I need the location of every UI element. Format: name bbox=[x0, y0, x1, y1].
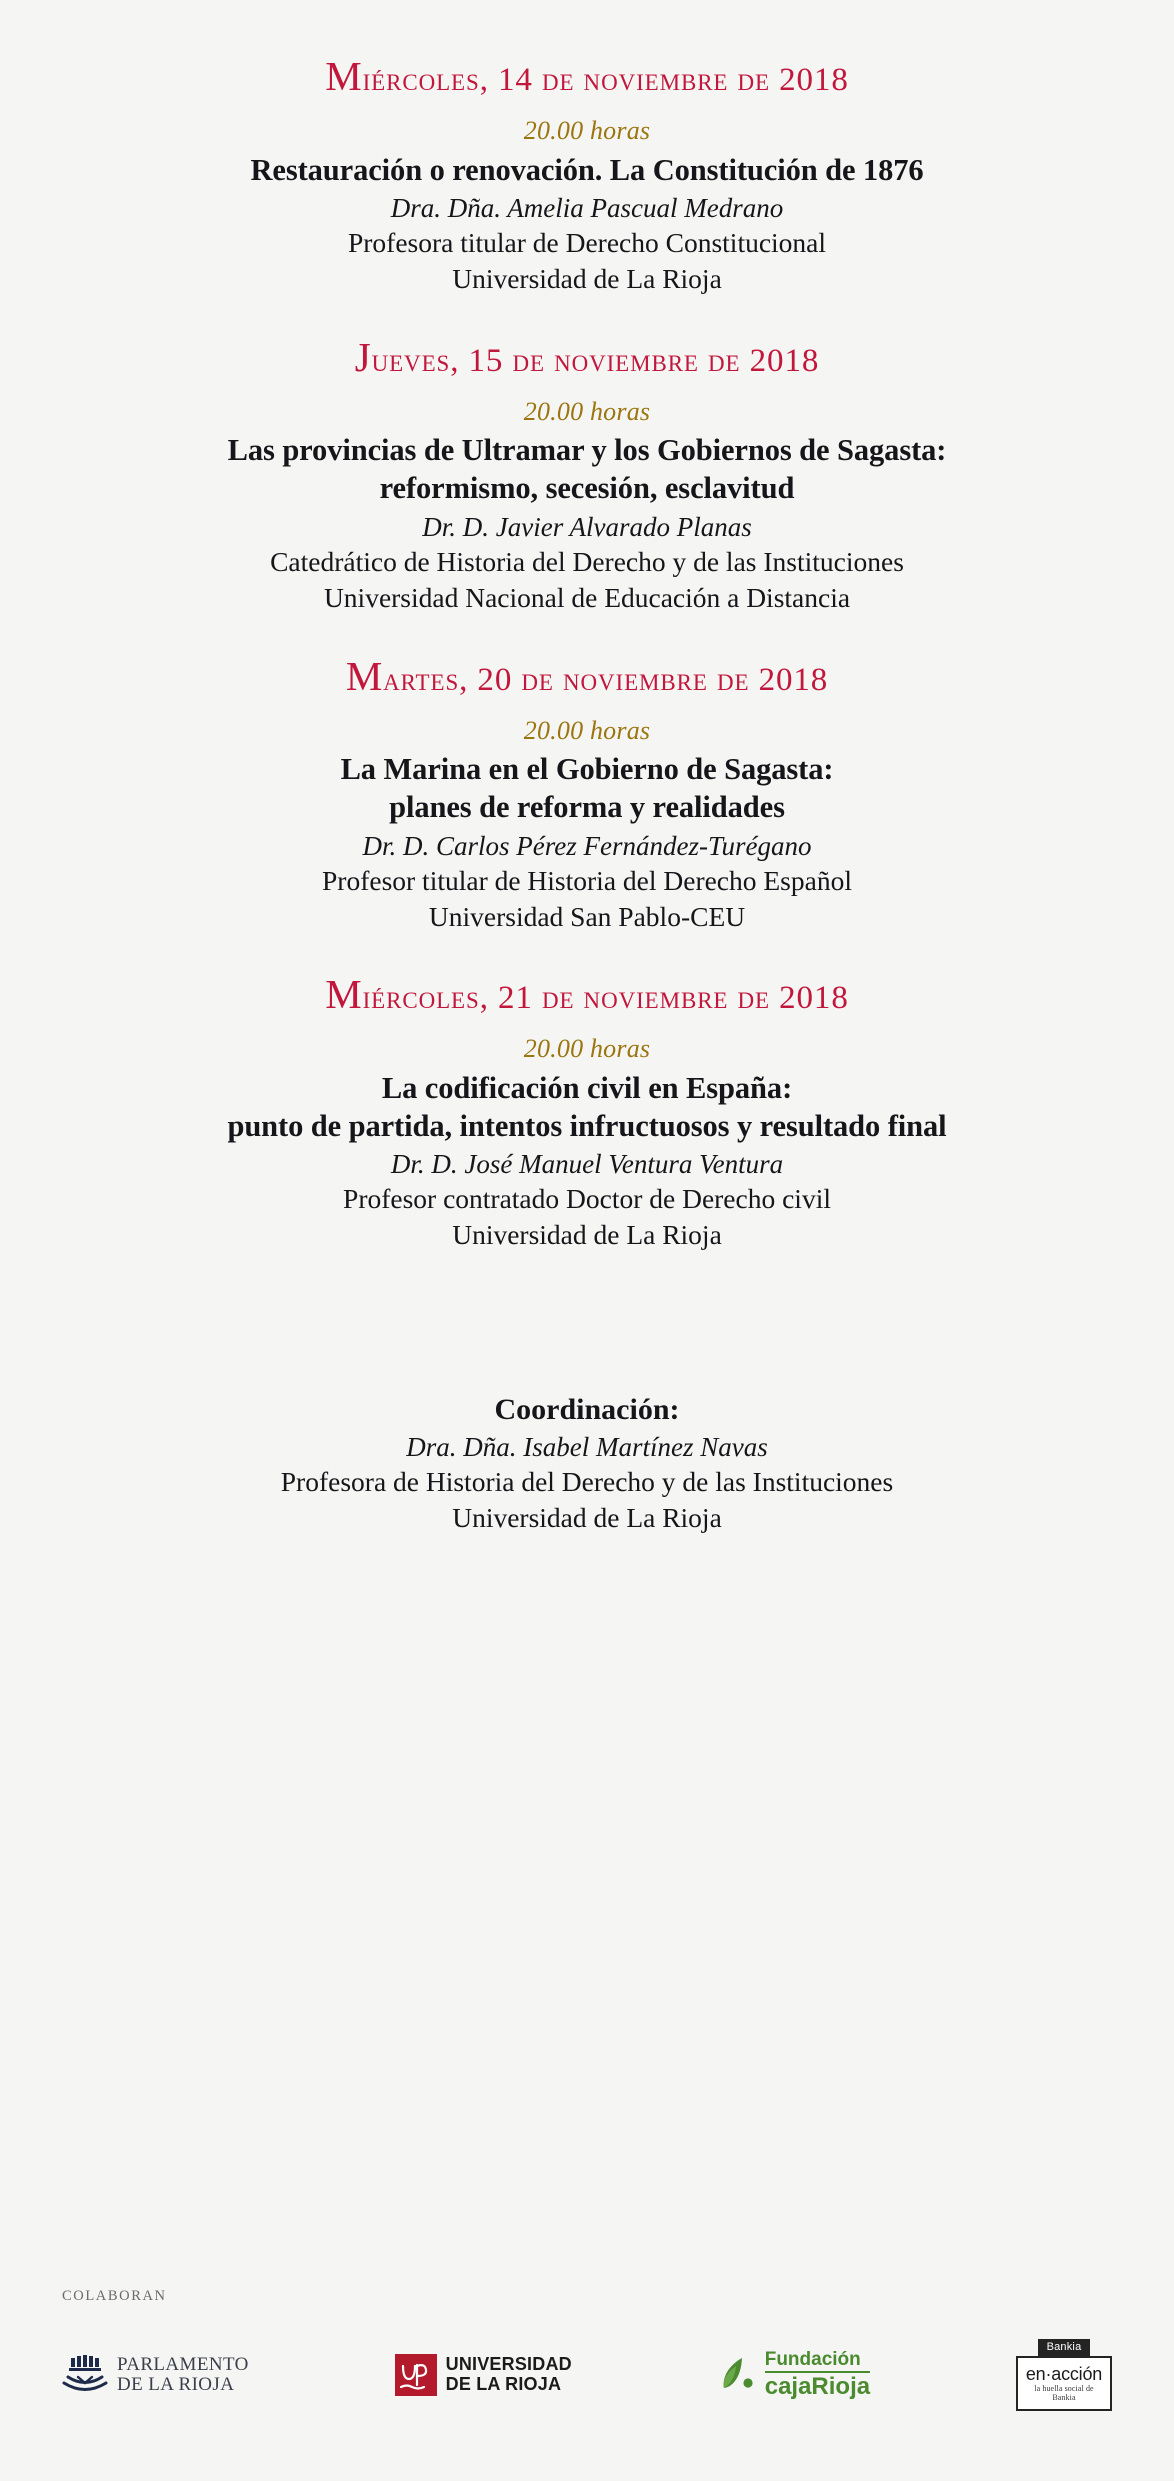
session-speaker-affiliation: Universidad San Pablo-CEU bbox=[428, 900, 746, 932]
session-date-initial: M bbox=[345, 652, 384, 699]
logo-fundacion-cajarioja bbox=[718, 2350, 870, 2399]
logo-bankia-box bbox=[1016, 2356, 1112, 2411]
session-title bbox=[0, 751, 1174, 827]
session-speaker: Dr. D. Carlos Pérez Fernández-Turégano bbox=[362, 830, 812, 861]
logo-parlamento-line2: DE LA RIOJA bbox=[117, 2374, 235, 2396]
session-time: 20.00 horas bbox=[523, 1034, 651, 1064]
session-speaker: Dr. D. Javier Alvarado Planas bbox=[422, 512, 752, 543]
footer bbox=[0, 2288, 1174, 2481]
session-date-initial: M bbox=[325, 971, 363, 1018]
session-date bbox=[0, 333, 1174, 380]
colaboran-label: COLABORAN bbox=[62, 2288, 167, 2305]
session-date bbox=[0, 53, 1174, 99]
coordination-name: Dra. Dña. Isabel Martínez Navas bbox=[406, 1431, 768, 1462]
session-speaker-affiliation: Universidad de La Rioja bbox=[452, 1219, 722, 1251]
session-speaker-affiliation: Universidad Nacional de Educación a Distancia bbox=[323, 581, 851, 613]
session-block bbox=[0, 652, 1174, 935]
session-speaker-role: Profesora titular de Derecho Constitucional bbox=[347, 227, 827, 259]
logo-universidad-de-la-rioja bbox=[395, 2354, 572, 2396]
session-date bbox=[0, 971, 1174, 1018]
session-speaker: Dra. Dña. Amelia Pascual Medrano bbox=[390, 193, 784, 224]
leaf-icon bbox=[718, 2354, 756, 2396]
session-title-line: punto de partida, intentos infructuosos y resultado final bbox=[227, 1108, 947, 1143]
logo-row bbox=[0, 2339, 1174, 2411]
session-date-rest: iércoles, 14 de noviembre de 2018 bbox=[362, 62, 849, 98]
session-speaker-role: Catedrático de Historia del Derecho y de las Instituciones bbox=[270, 546, 904, 578]
session-title-line: planes de reforma y realidades bbox=[389, 789, 785, 824]
session-block bbox=[0, 53, 1174, 297]
coordination-role: Profesora de Historia del Derecho y de las Instituciones bbox=[280, 1466, 894, 1498]
session-title bbox=[0, 432, 1174, 508]
session-title bbox=[0, 152, 1174, 190]
session-title bbox=[0, 1070, 1174, 1146]
session-time: 20.00 horas bbox=[523, 715, 651, 745]
coordination-heading: Coordinación: bbox=[494, 1392, 680, 1426]
session-speaker: Dr. D. José Manuel Ventura Ventura bbox=[390, 1149, 784, 1180]
logo-bankia-tab: Bankia bbox=[1038, 2339, 1090, 2356]
logo-ulr-text bbox=[446, 2355, 572, 2395]
session-time: 20.00 horas bbox=[523, 396, 651, 426]
session-title-line: Las provincias de Ultramar y los Gobiernos de Sagasta: bbox=[227, 433, 947, 468]
logo-parlamento-de-la-rioja bbox=[62, 2355, 249, 2395]
session-block bbox=[0, 333, 1174, 616]
session-title-line: La Marina en el Gobierno de Sagasta: bbox=[340, 752, 834, 787]
logo-ulr-line1: UNIVERSIDAD bbox=[445, 2354, 572, 2375]
session-date-initial: M bbox=[325, 53, 363, 99]
coordination-block bbox=[0, 1393, 1174, 1536]
ulr-monogram-icon bbox=[395, 2354, 437, 2396]
session-title-line: reformismo, secesión, esclavitud bbox=[379, 471, 795, 506]
logo-parlamento-line1: PARLAMENTO bbox=[117, 2353, 249, 2375]
session-date-initial: J bbox=[354, 333, 372, 380]
parliament-emblem-icon bbox=[62, 2355, 108, 2395]
session-date-rest: artes, 20 de noviembre de 2018 bbox=[383, 661, 829, 698]
logo-caja-line1: Fundación bbox=[765, 2350, 870, 2373]
logo-bankia-en-accion bbox=[1016, 2339, 1112, 2411]
coordination-affiliation: Universidad de La Rioja bbox=[452, 1502, 722, 1534]
session-block bbox=[0, 971, 1174, 1253]
session-date bbox=[0, 652, 1174, 699]
logo-parlamento-text bbox=[117, 2355, 249, 2395]
logo-caja-text bbox=[765, 2350, 870, 2399]
logo-bankia-tagline: la huella social de Bankia bbox=[1034, 2384, 1094, 2403]
logo-caja-line2: cajaRioja bbox=[764, 2373, 871, 2401]
session-speaker-affiliation: Universidad de La Rioja bbox=[452, 263, 722, 295]
session-date-rest: ueves, 15 de noviembre de 2018 bbox=[371, 342, 820, 379]
session-speaker-role: Profesor contratado Doctor de Derecho civil bbox=[343, 1183, 831, 1215]
logo-bankia-main: en·acción bbox=[1025, 2364, 1103, 2385]
logo-ulr-line2: DE LA RIOJA bbox=[445, 2374, 562, 2395]
session-title-line: La codificación civil en España: bbox=[381, 1070, 793, 1105]
session-time: 20.00 horas bbox=[523, 115, 651, 145]
session-date-rest: iércoles, 21 de noviembre de 2018 bbox=[362, 980, 849, 1017]
session-speaker-role: Profesor titular de Historia del Derecho Español bbox=[322, 864, 852, 896]
session-title-line: Restauración o renovación. La Constitución de 1876 bbox=[250, 152, 924, 187]
